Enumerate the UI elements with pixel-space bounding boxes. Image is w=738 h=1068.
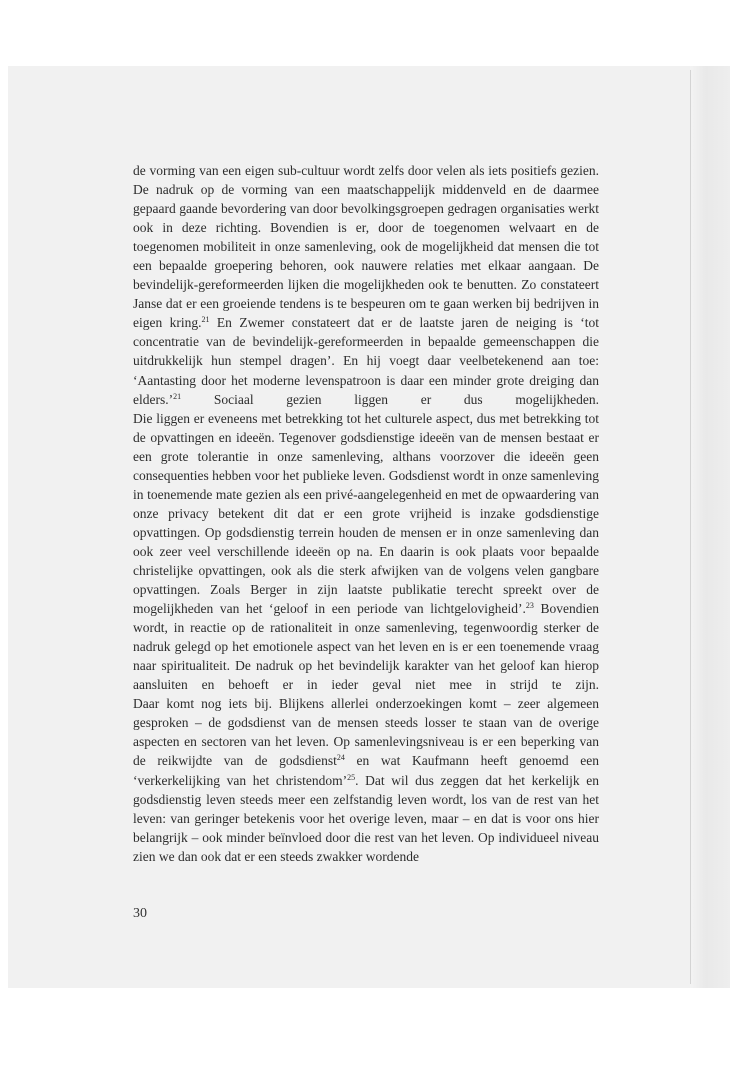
footnote-ref-23: 23 xyxy=(525,601,534,611)
text-segment: En Zwemer constateert dat er de laatste jaren de neiging is ‘tot concentratie van de bevindelijk-gereformeerden in bepaalde gemeenschappen die uitdrukkelijk hun stempel dragen’. En hij voegt daar veelbetekenend aan toe: ‘Aantasting door het moderne levenspatroon is daar een minder grote dreiging dan elders.’ xyxy=(133,315,599,407)
text-segment: Daar komt nog iets bij. Blijkens allerlei onderzoekingen komt – zeer algemeen gesproken – de godsdienst van de mensen steeds losser te staan van de overige aspecten en sectoren van het leven. Op samenlevingsniveau is er een beperking van de reikwijdte van de godsdienst xyxy=(133,696,599,769)
text-segment: . Dat wil dus zeggen dat het kerkelijk en godsdienstig leven steeds meer een zelfstandig leven wordt, los van de rest van het leven: van geringer betekenis voor het overige leven, maar – en dat is voor ons hier belangrijk – ook minder beïnvloed door die rest van het leven. Op individueel niveau zien we dan ook dat er een steeds zwakker wordende xyxy=(133,772,599,864)
text-segment: de vorming van een eigen sub-cultuur wordt zelfs door velen als iets positiefs gezien. De nadruk op de vorming van een maatschappelijk middenveld en de daarmee gepaard gaande bevordering van door bevolkingsgroepen gedragen organisaties werkt ook in deze richting. Bovendien is er, door de toegenomen welvaart en de toegenomen mobiliteit in onze samenleving, ook de mogelijkheid dat mensen die tot een bepaalde groepering behoren, ook nauwere relaties met elkaar aangaan. De bevindelijk-gereformeerden lijken die mogelijkheden ook te benutten. Zo constateert Janse dat er een groeiende tendens is te bespeuren om te gaan werken bij bedrijven in eigen kring. xyxy=(133,163,599,331)
text-segment: Bovendien wordt, in reactie op de rationaliteit in onze samenleving, tegenwoordig sterker de nadruk gelegd op het emotionele aspect van het leven en is er een toenemende vraag naar spiritualiteit. De nadruk op het bevindelijk karakter van het geloof kan hierop aansluiten en behoeft er in ieder geval niet mee in strijd te zijn. xyxy=(133,601,599,693)
text-segment: en wat Kaufmann heeft genoemd een ‘verkerkelijking van het christendom’ xyxy=(133,753,599,788)
body-text xyxy=(133,161,599,866)
footnote-ref-21: 21 xyxy=(201,315,210,325)
paragraph-3 xyxy=(133,694,599,865)
page-fold-line xyxy=(690,70,691,984)
text-segment: Die liggen er eveneens met betrekking tot het culturele aspect, dus met betrekking tot de opvattingen en ideeën. Tegenover godsdienstige ideeën van de mensen bestaat er een grote tolerantie in onze samenleving, althans voorzover die ideeën geen consequenties hebben voor het publieke leven. Godsdienst wordt in onze samenleving in toenemende mate gezien als een privé-aangelegenheid en met de opwaardering van onze privacy betekent dit dat er een grote vrijheid is inzake godsdienstige opvattingen. Op godsdienstig terrein houden de mensen er in onze samenleving dan ook zeer veel verschillende ideeën op na. En daarin is ook plaats voor bepaalde christelijke opvattingen, ook als die sterk afwijken van de volgens velen gangbare opvattingen. Zoals Berger in zijn laatste publikatie terecht spreekt over de mogelijkheden van het ‘geloof in een periode van lichtgelovigheid’. xyxy=(133,410,599,617)
text-segment: Sociaal gezien liggen er dus mogelijkheden. xyxy=(181,391,599,407)
footnote-ref-25: 25 xyxy=(347,772,356,782)
footnote-ref-21b: 21 xyxy=(173,391,182,401)
page-number: 30 xyxy=(133,906,147,921)
paragraph-2 xyxy=(133,409,599,695)
footnote-ref-24: 24 xyxy=(336,753,345,763)
page-edge xyxy=(690,66,730,988)
paragraph-1 xyxy=(133,161,599,409)
